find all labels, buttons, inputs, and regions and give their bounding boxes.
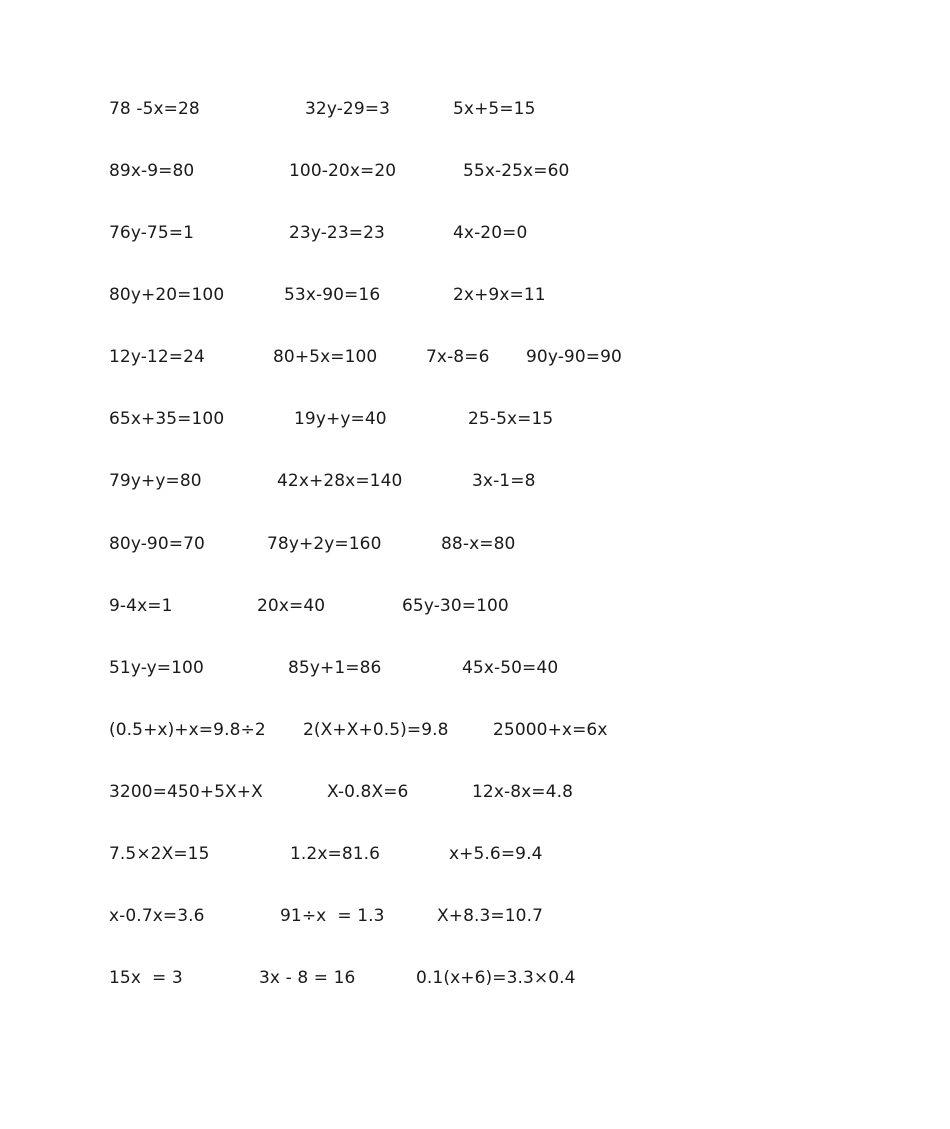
equation: 7x-8=6 <box>426 347 490 367</box>
equation: 89x-9=80 <box>109 161 195 181</box>
equation-row-10 <box>0 656 950 680</box>
equation-row-2 <box>0 159 950 183</box>
equation: (0.5+x)+x=9.8÷2 <box>109 720 266 740</box>
equation-row-8 <box>0 532 950 556</box>
equation: 88-x=80 <box>441 534 516 554</box>
equation: 65x+35=100 <box>109 409 225 429</box>
equation: 2(X+X+0.5)=9.8 <box>303 720 449 740</box>
equation: 25000+x=6x <box>493 720 608 740</box>
equation: 5x+5=15 <box>453 99 536 119</box>
equation: 80y-90=70 <box>109 534 205 554</box>
equation: 7.5×2X=15 <box>109 844 210 864</box>
equation-row-12 <box>0 780 950 804</box>
equation-row-4 <box>0 283 950 307</box>
equation-row-14 <box>0 904 950 928</box>
equation: 42x+28x=140 <box>277 471 403 491</box>
equation: x+5.6=9.4 <box>449 844 543 864</box>
equation-row-11 <box>0 718 950 742</box>
equation: 25-5x=15 <box>468 409 554 429</box>
equation-row-13 <box>0 842 950 866</box>
equation: 9-4x=1 <box>109 596 173 616</box>
equation-row-1 <box>0 97 950 121</box>
equation: 78y+2y=160 <box>267 534 382 554</box>
equation: 3200=450+5X+X <box>109 782 263 802</box>
equation: 23y-23=23 <box>289 223 385 243</box>
equation: 91÷x = 1.3 <box>280 906 385 926</box>
equation: 32y-29=3 <box>305 99 391 119</box>
equation: 20x=40 <box>257 596 326 616</box>
equation: 0.1(x+6)=3.3×0.4 <box>416 968 576 988</box>
equation: 76y-75=1 <box>109 223 195 243</box>
equation: 80+5x=100 <box>273 347 378 367</box>
equation: X-0.8X=6 <box>327 782 409 802</box>
equation: 85y+1=86 <box>288 658 382 678</box>
equation-row-3 <box>0 221 950 245</box>
equation: 55x-25x=60 <box>463 161 570 181</box>
equation: 12x-8x=4.8 <box>472 782 573 802</box>
equation: 1.2x=81.6 <box>290 844 381 864</box>
equation: 53x-90=16 <box>284 285 381 305</box>
equation: x-0.7x=3.6 <box>109 906 205 926</box>
equation-row-15 <box>0 966 950 990</box>
equation: 2x+9x=11 <box>453 285 546 305</box>
equation: 3x-1=8 <box>472 471 536 491</box>
equation-row-9 <box>0 594 950 618</box>
equation: 51y-y=100 <box>109 658 204 678</box>
equation: 65y-30=100 <box>402 596 509 616</box>
equation: 100-20x=20 <box>289 161 397 181</box>
equation: 19y+y=40 <box>294 409 387 429</box>
equation: X+8.3=10.7 <box>437 906 544 926</box>
equation-row-5 <box>0 345 950 369</box>
equation-row-7 <box>0 469 950 493</box>
equation: 12y-12=24 <box>109 347 205 367</box>
equation: 3x - 8 = 16 <box>259 968 356 988</box>
equation: 4x-20=0 <box>453 223 528 243</box>
equation: 45x-50=40 <box>462 658 559 678</box>
equation: 80y+20=100 <box>109 285 225 305</box>
equation-row-6 <box>0 407 950 431</box>
equation: 79y+y=80 <box>109 471 202 491</box>
equation: 15x = 3 <box>109 968 183 988</box>
equation: 78 -5x=28 <box>109 99 200 119</box>
equation: 90y-90=90 <box>526 347 622 367</box>
